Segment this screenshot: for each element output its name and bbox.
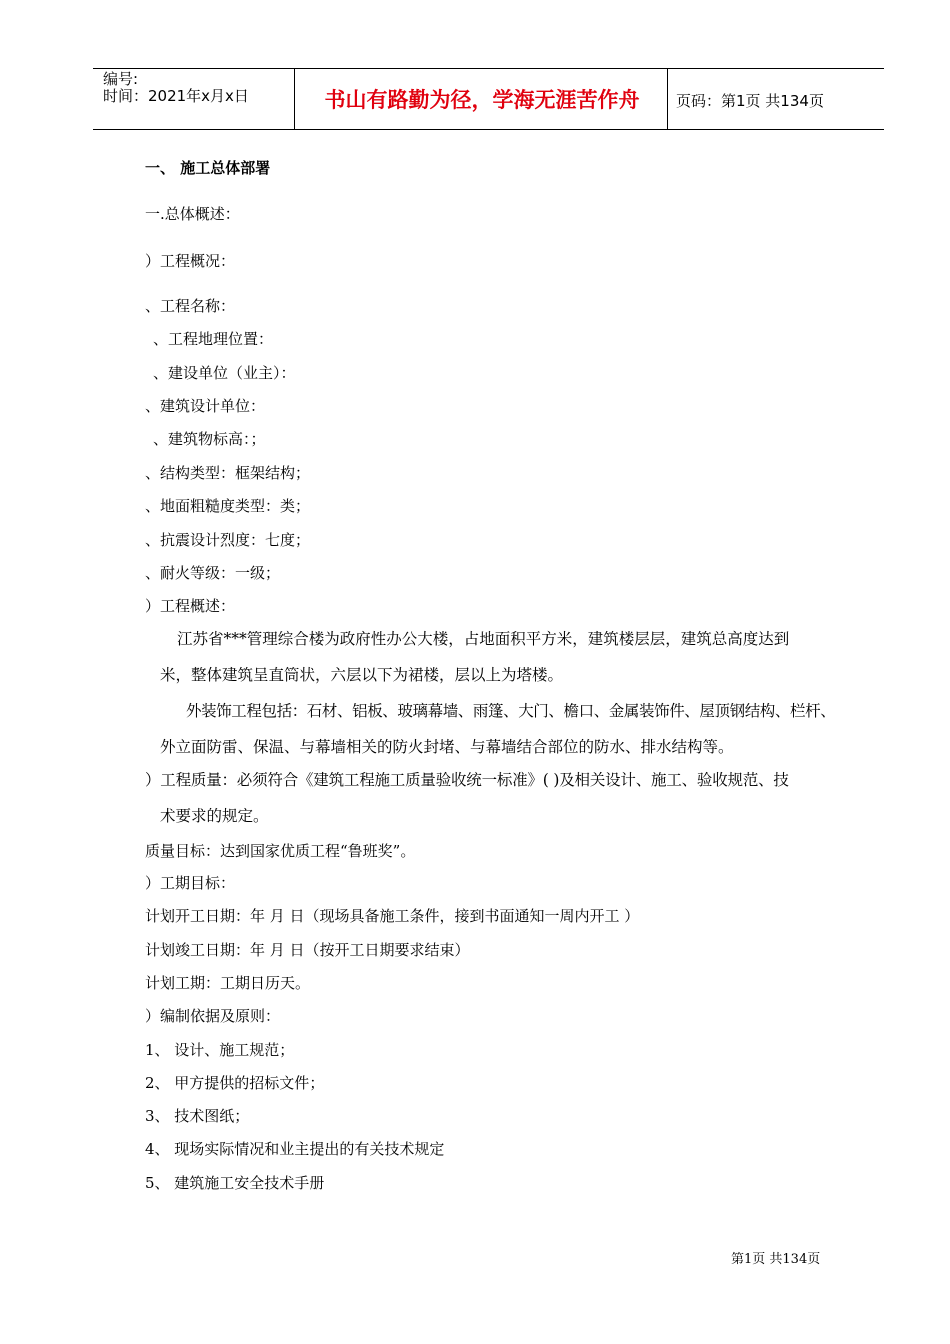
text-line: ）工期目标：: [145, 874, 236, 892]
paragraph-line: 米，整体建筑呈直筒状，六层以下为裙楼，层以上为塔楼。: [160, 666, 564, 684]
header-page-info: 页码：第1页 共134页: [676, 92, 824, 110]
list-item: 5、 建筑施工安全技术手册: [145, 1174, 325, 1192]
text-line: 、结构类型：框架结构；: [145, 464, 311, 482]
text-line: 、工程名称：: [145, 297, 236, 315]
text-line: ）工程概述：: [145, 597, 236, 615]
page-footer: 第1页 共134页: [731, 1252, 821, 1267]
text-line: 、抗震设计烈度：七度；: [145, 531, 311, 549]
text-line: 计划竣工日期：年 月 日（按开工日期要求结束）: [145, 941, 470, 959]
page-header: [93, 68, 884, 130]
list-item: 2、 甲方提供的招标文件；: [145, 1074, 325, 1092]
header-meta: [103, 71, 249, 105]
header-divider: [667, 69, 668, 129]
document-date: 时间：2021年x月x日: [103, 87, 249, 105]
text-line: 、地面粗糙度类型：类；: [145, 497, 311, 515]
paragraph-line: ）工程质量：必须符合《建筑工程施工质量验收统一标准》( )及相关设计、施工、验收规范、技: [145, 771, 789, 789]
text-line: 计划开工日期：年 月 日（现场具备施工条件，接到书面通知一周内开工 ）: [145, 907, 640, 925]
paragraph-line: 江苏省***管理综合楼为政府性办公大楼，占地面积平方米，建筑楼层层，建筑总高度达到: [177, 630, 790, 648]
text-line: 计划工期：工期日历天。: [145, 974, 311, 992]
text-line: 、建筑设计单位：: [145, 397, 266, 415]
text-line: 、工程地理位置：: [153, 330, 274, 348]
list-item: 3、 技术图纸；: [145, 1107, 250, 1125]
paragraph-line: 外装饰工程包括：石材、铝板、玻璃幕墙、雨篷、大门、檐口、金属装饰件、屋顶钢结构、栏杆、: [186, 702, 836, 720]
document-number-label: 编号:: [103, 70, 139, 88]
paragraph-line: 外立面防雷、保温、与幕墙相关的防火封堵、与幕墙结合部位的防水、排水结构等。: [160, 738, 734, 756]
text-line: ）编制依据及原则：: [145, 1007, 281, 1025]
paragraph-line: 术要求的规定。: [160, 807, 269, 825]
list-item: 1、 设计、施工规范；: [145, 1041, 295, 1059]
text-line: 、耐火等级：一级；: [145, 564, 281, 582]
subsection-heading: 一.总体概述：: [145, 205, 240, 223]
header-divider: [294, 69, 295, 129]
text-line: 、建筑物标高：；: [153, 430, 266, 448]
text-line: 、建设单位（业主）：: [153, 364, 296, 382]
list-item: 4、 现场实际情况和业主提出的有关技术规定: [145, 1140, 445, 1158]
text-line: 质量目标：达到国家优质工程“鲁班奖”。: [145, 842, 416, 860]
header-motto: 书山有路勤为径，学海无涯苦作舟: [324, 88, 640, 112]
text-line: ）工程概况：: [145, 252, 236, 270]
section-heading: 一、 施工总体部署: [145, 159, 271, 177]
